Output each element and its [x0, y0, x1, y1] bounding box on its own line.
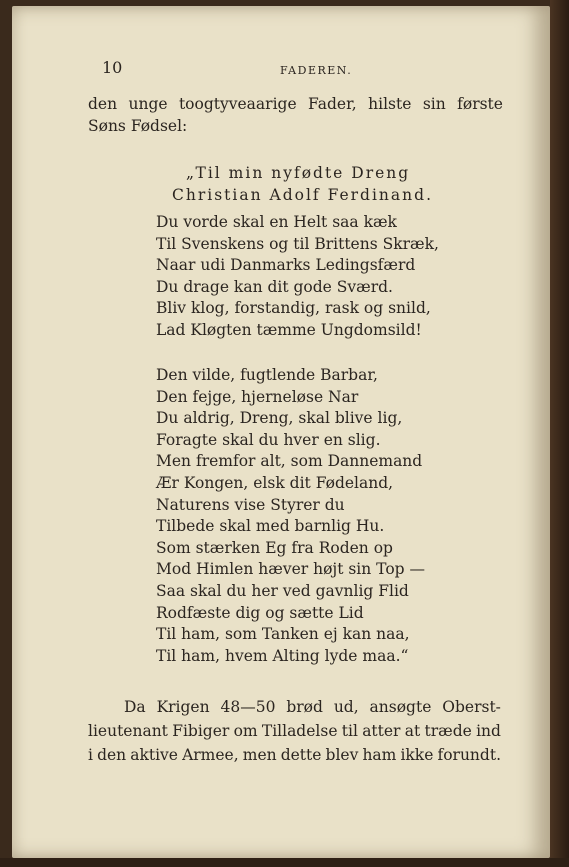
intro-paragraph [88, 93, 503, 137]
word: træde [424, 722, 472, 740]
verse-line: Bliv klog, forstandig, rask og snild, [156, 299, 431, 318]
verse-line: Tilbede skal med barnlig Hu. [156, 517, 385, 536]
word: sin [422, 95, 446, 113]
word: Tilladelse [261, 722, 338, 740]
verse-line: Du aldrig, Dreng, skal blive lig, [156, 409, 403, 428]
intro-line-1 [88, 93, 503, 115]
book-edge-right [550, 0, 569, 867]
word: ham [362, 746, 397, 764]
word: dette [280, 746, 322, 764]
word: i [88, 746, 93, 764]
verse-line: Saa skal du her ved gavnlig Flid [156, 581, 409, 600]
word: Fibiger [172, 722, 230, 740]
running-head: FADEREN. [280, 64, 353, 77]
verse-line: Som stærken Eg fra Roden op [156, 538, 393, 557]
word: første [457, 95, 503, 113]
dedication-line-2: Christian Adolf Ferdinand. [172, 186, 433, 204]
word: den [97, 746, 127, 764]
word: den [88, 95, 118, 113]
closing-line-1 [88, 695, 501, 719]
verse-line: Til Svenskens og til Brittens Skræk, [156, 234, 439, 253]
page-number: 10 [102, 58, 123, 77]
poem-dedication [172, 162, 433, 206]
verse-line: Den fejge, hjerneløse Nar [156, 387, 359, 406]
verse-line: Du vorde skal en Helt saa kæk [156, 213, 397, 231]
word: at [404, 722, 421, 740]
word: brød [286, 698, 323, 716]
word: Armee, [182, 746, 239, 764]
word: ansøgte [369, 698, 432, 716]
poem-stanza-1 [156, 212, 439, 342]
word: Da [124, 698, 146, 716]
verse-line: Du drage kan dit gode Sværd. [156, 277, 393, 296]
verse-line: Naturens vise Styrer du [156, 495, 345, 514]
verse-line: Men fremfor alt, som Dannemand [156, 452, 423, 471]
word: toogtyveaarige [178, 95, 297, 113]
word: om [233, 722, 258, 740]
verse-line: Ær Kongen, elsk dit Fødeland, [156, 473, 394, 492]
word: Oberst- [442, 698, 501, 716]
word: ind [476, 722, 501, 740]
book-edge-bottom [0, 858, 569, 867]
closing-paragraph [88, 695, 501, 767]
verse-line: Lad Kløgten tæmme Ungdomsild! [156, 320, 422, 339]
word: blev [325, 746, 359, 764]
word: 48—50 [220, 698, 276, 716]
word: ikke [400, 746, 434, 764]
word: men [242, 746, 277, 764]
verse-line: Naar udi Danmarks Ledingsfærd [156, 256, 416, 275]
verse-line: Den vilde, fugtlende Barbar, [156, 366, 378, 384]
word: lieutenant [88, 722, 168, 740]
poem-stanza-2 [156, 365, 425, 667]
word: hilste [368, 95, 412, 113]
word: ud, [333, 698, 359, 716]
verse-line: Mod Himlen hæver højt sin Top — [156, 560, 425, 579]
closing-line-3 [88, 743, 501, 767]
verse-line: Rodfæste dig og sætte Lid [156, 603, 364, 622]
verse-line: Til ham, hvem Alting lyde maa.“ [156, 646, 409, 665]
word: unge [128, 95, 168, 113]
verse-line: Til ham, som Tanken ej kan naa, [156, 625, 410, 644]
word: atter [362, 722, 401, 740]
dedication-line-1: „Til min nyfødte Dreng [186, 164, 411, 182]
intro-line-2: Søns Fødsel: [88, 117, 188, 135]
word: aktive [130, 746, 178, 764]
word: Krigen [156, 698, 210, 716]
verse-line: Foragte skal du hver en slig. [156, 430, 381, 449]
word: til [341, 722, 358, 740]
word: Fader, [308, 95, 357, 113]
closing-line-2 [88, 719, 501, 743]
word: forundt. [437, 746, 501, 764]
